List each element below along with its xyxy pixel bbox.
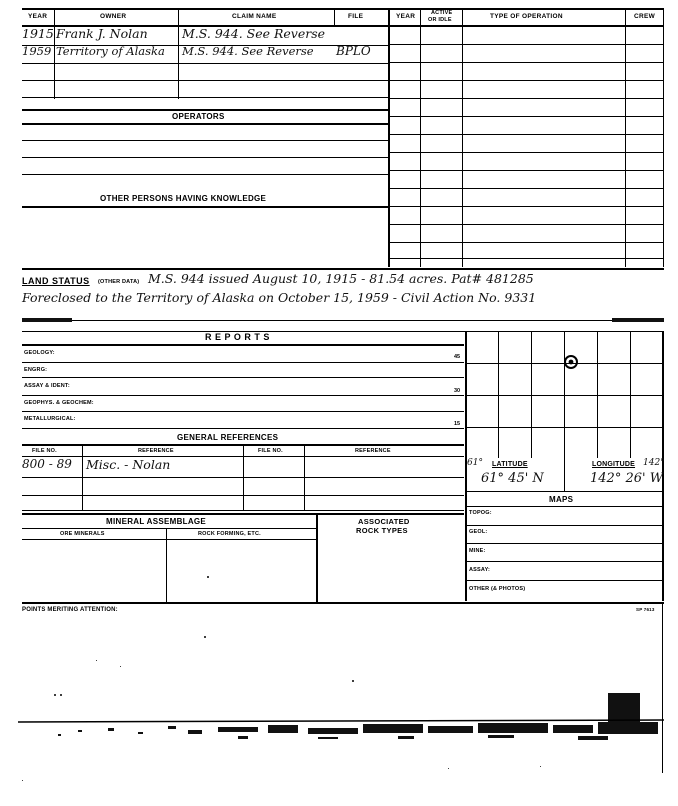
report-metallurgical: METALLURGICAL: — [24, 416, 76, 422]
reports-title: R E P O R T S — [205, 332, 270, 342]
rock-forming-header: ROCK FORMING, ETC. — [198, 531, 261, 537]
ops-year-header: YEAR — [396, 13, 416, 20]
ref-reference-2-header: REFERENCE — [355, 448, 391, 454]
lat-tick: 61° — [467, 458, 483, 468]
assoc-rock-line-1: ASSOCIATED — [358, 517, 410, 526]
ref-file-no-2-header: FILE NO. — [258, 448, 283, 454]
claim-name-header: CLAIM NAME — [232, 13, 277, 20]
ops-active-header: ACTIVE — [431, 10, 453, 16]
land-status-line-2: Foreclosed to the Territory of Alaska on October 15, 1959 - Civil Action No. 9331 — [22, 290, 537, 305]
maps-geol: GEOL: — [469, 529, 488, 535]
operators-label: OPERATORS — [172, 112, 225, 121]
ops-type-header: TYPE OF OPERATION — [490, 13, 563, 20]
land-status-label: LAND STATUS — [22, 276, 90, 286]
claim-row-2-file: BPLO — [336, 44, 371, 58]
ops-crew-header: CREW — [634, 13, 656, 20]
scan-noise-band — [18, 718, 664, 748]
report-geophys: GEOPHYS. & GEOCHEM: — [24, 400, 94, 406]
latitude-label: LATITUDE — [492, 461, 528, 468]
ref-row-reference: Misc. - Nolan — [86, 457, 171, 472]
longitude-label: LONGITUDE — [592, 461, 636, 468]
location-marker-icon — [563, 354, 579, 370]
report-geology-num: 45 — [454, 354, 461, 360]
report-engrg: ENGRG: — [24, 367, 48, 373]
longitude-value: 142° 26' W — [590, 471, 664, 486]
file-header: FILE — [348, 13, 364, 20]
mineral-title: MINERAL ASSEMBLAGE — [106, 517, 207, 526]
maps-mine: MINE: — [469, 548, 486, 554]
maps-other: OTHER (& PHOTOS) — [469, 586, 526, 592]
lon-tick: 142° — [643, 458, 665, 468]
claim-row-1-claim: M.S. 944. See Reverse — [182, 26, 326, 41]
claim-row-1-owner: Frank J. Nolan — [56, 26, 148, 41]
land-status-sub: (OTHER DATA) — [98, 279, 140, 285]
report-metallurgical-num: 15 — [454, 421, 461, 427]
owner-header: OWNER — [100, 13, 127, 20]
ref-reference-header: REFERENCE — [138, 448, 174, 454]
report-assay-num: 30 — [454, 388, 461, 394]
general-refs-title: GENERAL REFERENCES — [177, 433, 279, 442]
claim-row-2-owner: Territory of Alaska — [56, 44, 165, 58]
points-label: POINTS MERITING ATTENTION: — [22, 607, 118, 613]
claim-row-2-year: 1959 — [22, 44, 52, 58]
ops-idle-header: OR IDLE — [428, 17, 452, 23]
report-assay: ASSAY & IDENT: — [24, 383, 70, 389]
ore-minerals-header: ORE MINERALS — [60, 531, 105, 537]
ref-row-file-no: 800 - 89 — [22, 457, 72, 471]
form-number: SP 7613 — [636, 607, 655, 612]
maps-label: MAPS — [549, 495, 574, 504]
assoc-rock-line-2: ROCK TYPES — [356, 526, 408, 535]
latitude-value: 61° 45' N — [481, 471, 544, 486]
claim-row-1-year: 1915 — [22, 26, 54, 41]
ref-file-no-header: FILE NO. — [32, 448, 57, 454]
maps-assay: ASSAY: — [469, 567, 491, 573]
year-header: YEAR — [28, 13, 48, 20]
maps-topog: TOPOG: — [469, 510, 492, 516]
claim-row-2-claim: M.S. 944. See Reverse — [182, 44, 314, 58]
other-persons-label: OTHER PERSONS HAVING KNOWLEDGE — [100, 194, 267, 203]
land-status-line-1: M.S. 944 issued August 10, 1915 - 81.54 acres. Pat# 481285 — [148, 271, 534, 286]
report-geology: GEOLOGY: — [24, 350, 55, 356]
